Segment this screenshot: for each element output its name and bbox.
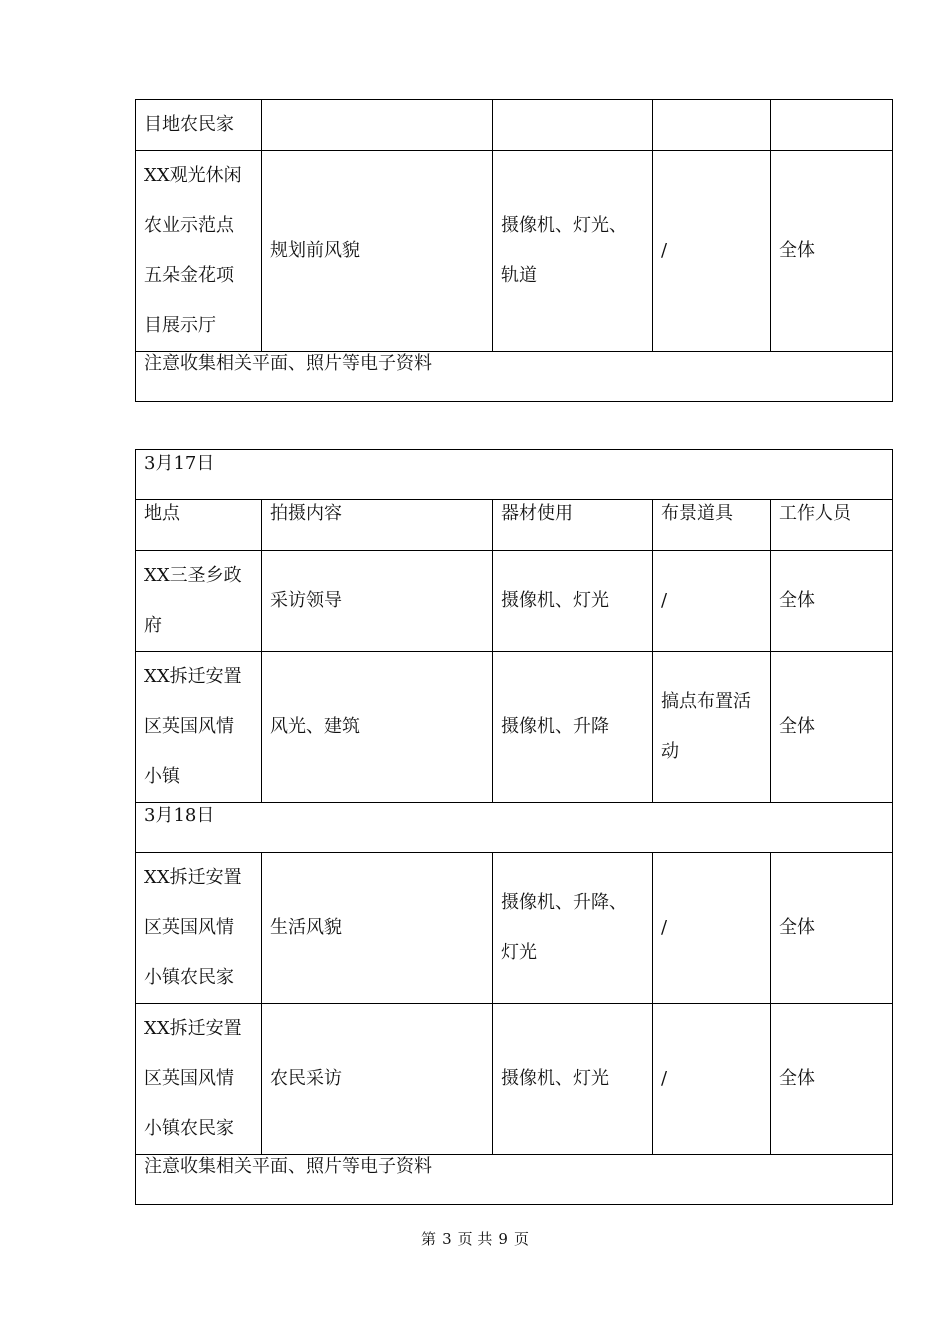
header-props: 布景道具 (653, 500, 771, 551)
note-cell: 注意收集相关平面、照片等电子资料 (136, 352, 893, 402)
note-row (136, 1155, 893, 1205)
staff-cell: 全体 (771, 1004, 893, 1155)
table-row (136, 652, 893, 803)
content-cell: 风光、建筑 (262, 652, 493, 803)
location-cell: XX拆迁安置 区英国风情 小镇农民家 (136, 853, 262, 1004)
staff-cell: 全体 (771, 151, 893, 352)
staff-cell: 全体 (771, 853, 893, 1004)
location-cell: XX拆迁安置 区英国风情 小镇农民家 (136, 1004, 262, 1155)
content-cell: 规划前风貌 (262, 151, 493, 352)
schedule-table (135, 449, 893, 1205)
date-row (136, 450, 893, 500)
equipment-cell: 摄像机、灯光、 轨道 (493, 151, 653, 352)
header-row (136, 500, 893, 551)
table-row (136, 853, 893, 1004)
table-row (136, 100, 893, 151)
header-content: 拍摄内容 (262, 500, 493, 551)
footer-prefix: 第 (421, 1230, 437, 1248)
footer-suffix: 页 (513, 1230, 529, 1248)
equipment-cell: 摄像机、灯光 (493, 551, 653, 652)
staff-cell: 全体 (771, 652, 893, 803)
content-cell (262, 100, 493, 151)
equipment-cell: 摄像机、升降、 灯光 (493, 853, 653, 1004)
location-cell: XX观光休闲 农业示范点 五朵金花项 目展示厅 (136, 151, 262, 352)
props-cell: / (653, 853, 771, 1004)
equipment-cell (493, 100, 653, 151)
footer-page-number: 3 (442, 1230, 452, 1248)
location-cell: XX拆迁安置 区英国风情 小镇 (136, 652, 262, 803)
content-cell: 采访领导 (262, 551, 493, 652)
staff-cell (771, 100, 893, 151)
date-row (136, 803, 893, 853)
props-cell: 搞点布置活 动 (653, 652, 771, 803)
table-row (136, 551, 893, 652)
props-cell: / (653, 151, 771, 352)
date-cell: 3月17日 (136, 450, 893, 500)
props-cell: / (653, 1004, 771, 1155)
schedule-table-continued (135, 99, 893, 402)
note-cell: 注意收集相关平面、照片等电子资料 (136, 1155, 893, 1205)
page-footer (0, 1228, 950, 1249)
footer-total-pages: 9 (498, 1230, 508, 1248)
table-row (136, 1004, 893, 1155)
footer-mid: 页 共 (457, 1230, 493, 1248)
location-cell: XX三圣乡政 府 (136, 551, 262, 652)
equipment-cell: 摄像机、灯光 (493, 1004, 653, 1155)
props-cell: / (653, 551, 771, 652)
header-location: 地点 (136, 500, 262, 551)
equipment-cell: 摄像机、升降 (493, 652, 653, 803)
note-row (136, 352, 893, 402)
header-equipment: 器材使用 (493, 500, 653, 551)
location-cell: 目地农民家 (136, 100, 262, 151)
header-staff: 工作人员 (771, 500, 893, 551)
props-cell (653, 100, 771, 151)
staff-cell: 全体 (771, 551, 893, 652)
content-cell: 农民采访 (262, 1004, 493, 1155)
table-row (136, 151, 893, 352)
content-cell: 生活风貌 (262, 853, 493, 1004)
date-cell: 3月18日 (136, 803, 893, 853)
